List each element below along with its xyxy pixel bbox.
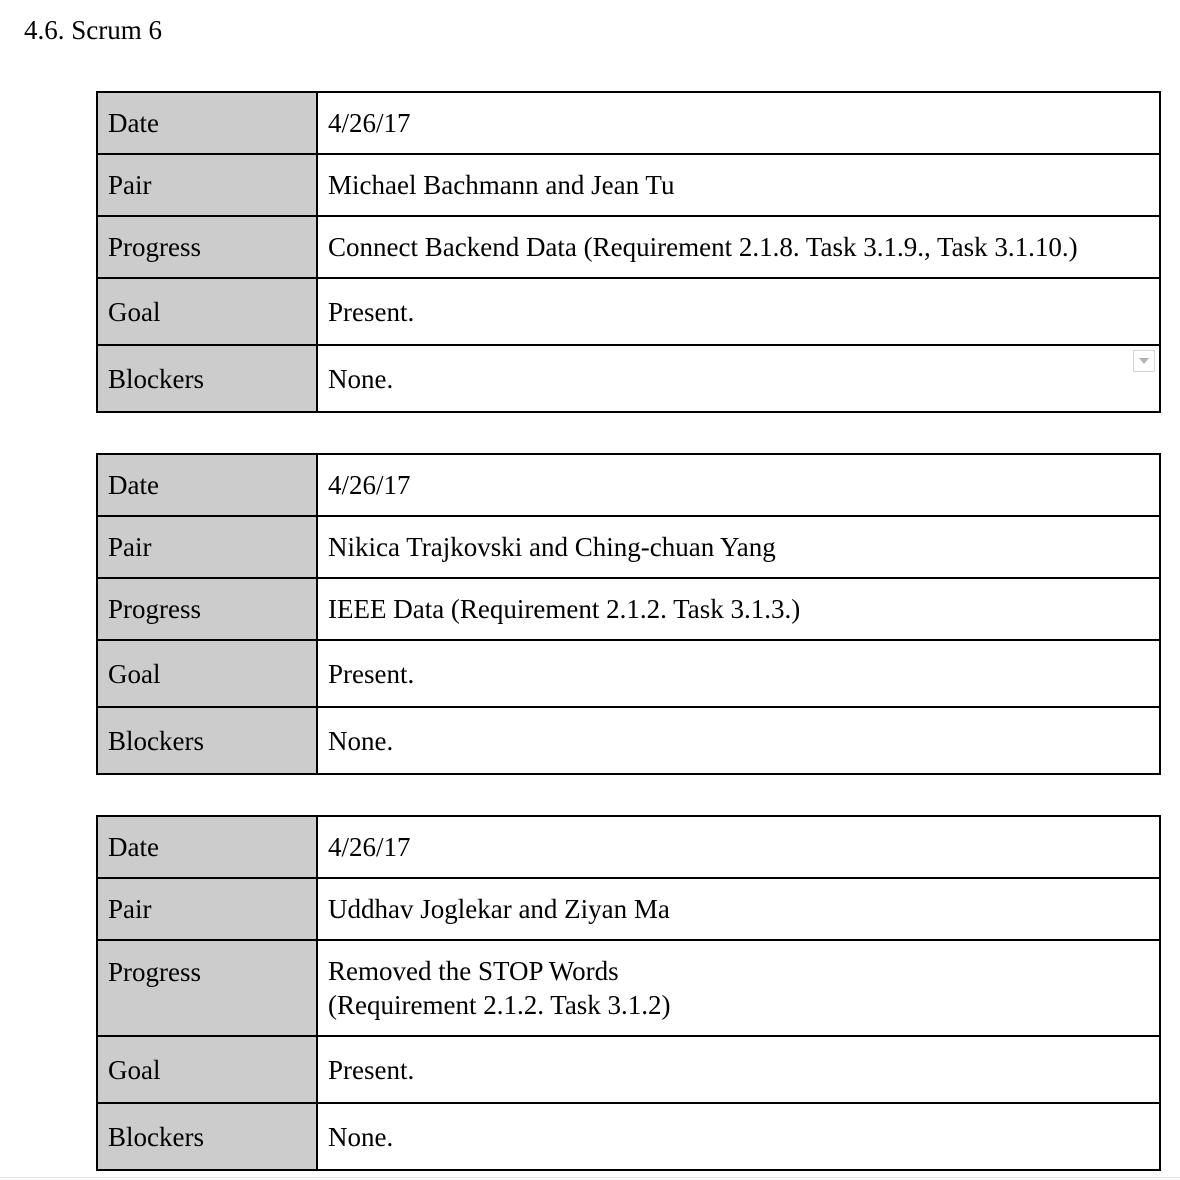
goal-label: Goal [97, 1036, 317, 1103]
table-row-progress [97, 216, 1160, 278]
table-row-pair [97, 154, 1160, 216]
blockers-cell [317, 345, 1160, 412]
table-row-goal [97, 1036, 1160, 1103]
goal-label: Goal [97, 278, 317, 345]
page-divider [0, 1177, 1180, 1178]
progress-line: IEEE Data (Requirement 2.1.2. Task 3.1.3.) [328, 594, 801, 624]
progress-label: Progress [97, 578, 317, 640]
scrum-table [96, 91, 1161, 413]
scrum-table [96, 453, 1161, 775]
table-row-goal [97, 278, 1160, 345]
progress-label: Progress [97, 216, 317, 278]
table-row-blockers [97, 707, 1160, 774]
date-value: 4/26/17 [317, 454, 1160, 516]
goal-value: Present. [317, 1036, 1160, 1103]
table-row-date [97, 816, 1160, 878]
table-row-pair [97, 516, 1160, 578]
cell-dropdown-icon[interactable] [1133, 350, 1155, 372]
table-row-blockers [97, 1103, 1160, 1170]
blockers-label: Blockers [97, 1103, 317, 1170]
table-row-progress [97, 940, 1160, 1036]
progress-line: Removed the STOP Words [328, 956, 619, 986]
date-label: Date [97, 92, 317, 154]
blockers-label: Blockers [97, 345, 317, 412]
table-row-pair [97, 878, 1160, 940]
section-title: 4.6. Scrum 6 [24, 15, 162, 45]
pair-value: Uddhav Joglekar and Ziyan Ma [317, 878, 1160, 940]
pair-label: Pair [97, 154, 317, 216]
date-label: Date [97, 454, 317, 516]
progress-line: Connect Backend Data (Requirement 2.1.8. Task 3.1.9., Task 3.1.10.) [328, 232, 1078, 262]
table-row-date [97, 454, 1160, 516]
goal-label: Goal [97, 640, 317, 707]
blockers-value: None. [317, 707, 1160, 774]
progress-value [317, 216, 1160, 278]
pair-value: Nikica Trajkovski and Ching-chuan Yang [317, 516, 1160, 578]
progress-line: (Requirement 2.1.2. Task 3.1.2) [328, 990, 671, 1020]
progress-value [317, 578, 1160, 640]
table-row-progress [97, 578, 1160, 640]
table-row-goal [97, 640, 1160, 707]
blockers-value: None. [328, 363, 394, 394]
date-value: 4/26/17 [317, 816, 1160, 878]
date-value: 4/26/17 [317, 92, 1160, 154]
progress-value [317, 940, 1160, 1036]
date-label: Date [97, 816, 317, 878]
blockers-value: None. [317, 1103, 1160, 1170]
goal-value: Present. [317, 640, 1160, 707]
pair-label: Pair [97, 516, 317, 578]
progress-label: Progress [97, 940, 317, 1036]
table-row-blockers [97, 345, 1160, 412]
blockers-label: Blockers [97, 707, 317, 774]
scrum-table [96, 815, 1161, 1171]
pair-label: Pair [97, 878, 317, 940]
pair-value: Michael Bachmann and Jean Tu [317, 154, 1160, 216]
goal-value: Present. [317, 278, 1160, 345]
table-row-date [97, 92, 1160, 154]
